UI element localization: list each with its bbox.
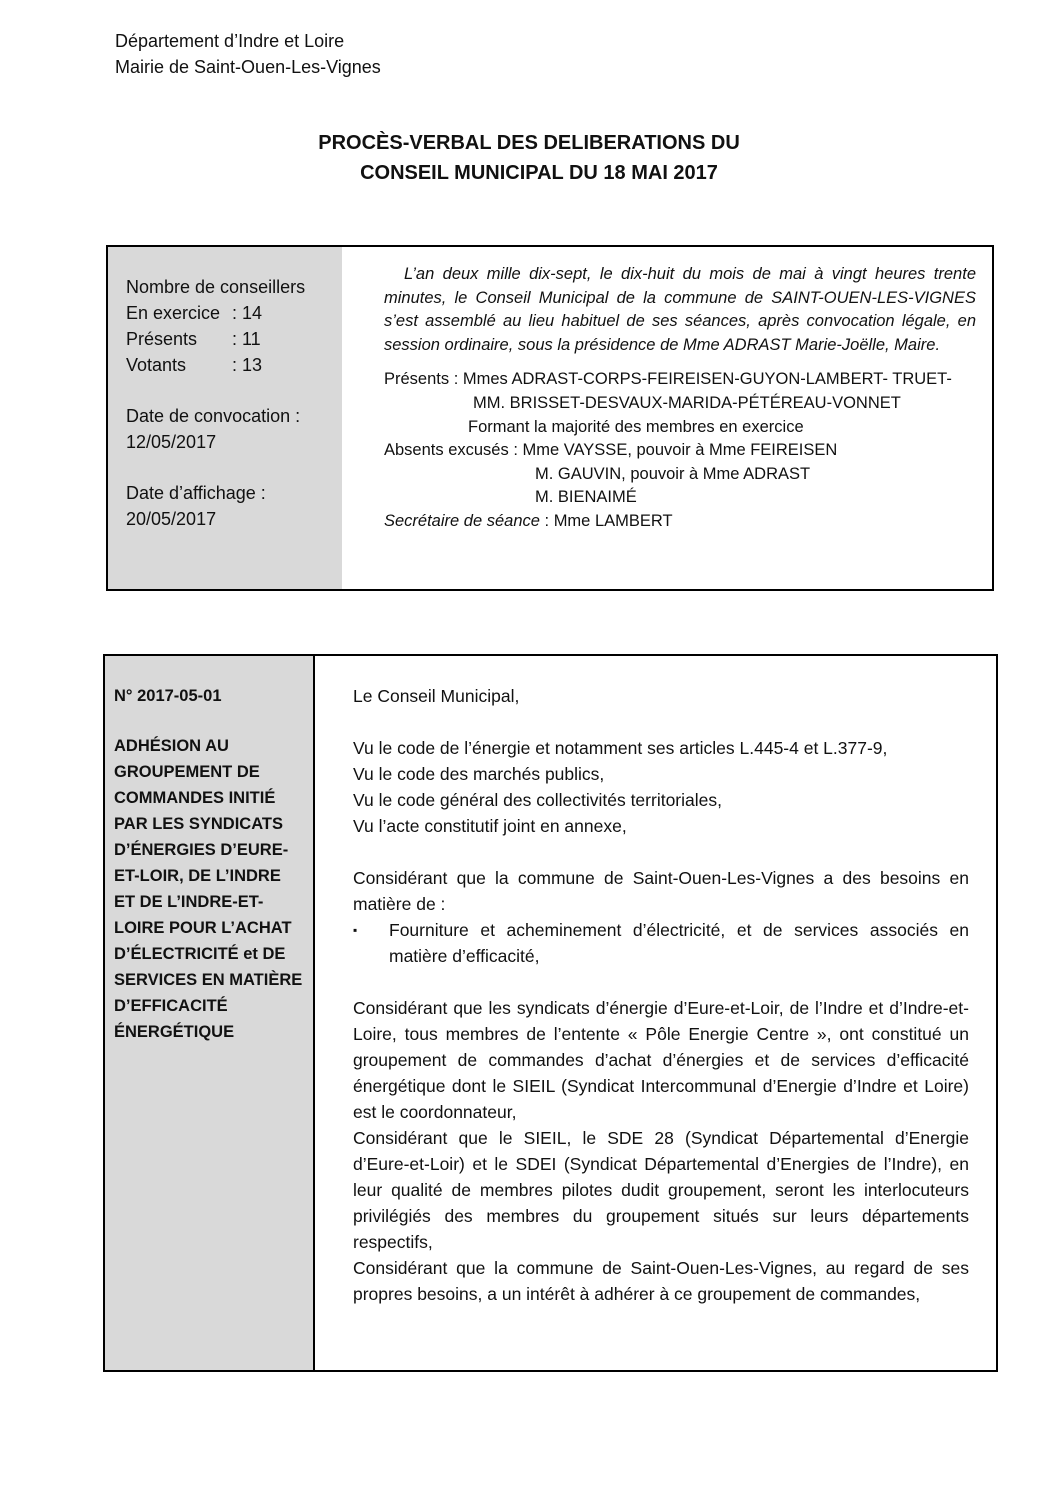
vu-item: Vu le code de l’énergie et notamment ses articles L.445-4 et L.377-9, [353,738,888,758]
document-header [115,28,381,80]
deliberation-subject: ADHÉSION AU GROUPEMENT DE COMMANDES INITIÉ PAR LES SYNDICATS D’ÉNERGIES D’EURE-ET-LOIR, DE L’INDRE ET DE L’INDRE-ET-LOIRE POUR L’ACHAT D’ÉLECTRICITÉ et DE SERVICES EN MATIÈRE D’EFFICACITÉ ÉNERGÉTIQUE [114,737,303,1041]
count-label: Votants [126,355,187,375]
department-name: Département d’Indre et Loire [115,31,345,51]
session-details [384,263,976,534]
count-value: : 14 [232,303,263,323]
document-title [0,128,1058,188]
mairie-name: Mairie de Saint-Ouen-Les-Vignes [115,57,381,77]
secretaire-line [384,510,976,534]
title-line-2: CONSEIL MUNICIPAL DU 18 MAI 2017 [360,162,718,184]
vu-item: Vu l’acte constitutif joint en annexe, [353,816,627,836]
bullet-text: Fourniture et acheminement d’électricité, et de services associés en matière d’efficacité, [389,920,969,966]
presents-line-1: Présents : Mmes ADRAST-CORPS-FEIREISEN-GUYON-LAMBERT- TRUET- [384,370,952,389]
session-summary-box [106,245,994,591]
convocation-date: 12/05/2017 [126,432,217,452]
absents-line-1: Absents excusés : Mme VAYSSE, pouvoir à Mme FEIREISEN [384,441,838,460]
session-intro: L’an deux mille dix-sept, le dix-huit du mois de mai à vingt heures trente minutes, le Conseil Municipal de la commune de SAINT-OUEN-LES-VIGNES s’est assemblé au lieu habituel de ses séances, après convocation légale, en session ordinaire, sous la présidence de Mme ADRAST Marie-Joëlle, Maire. [384,265,976,354]
count-label: En exercice [126,303,221,323]
affichage-label: Date d’affichage : [126,483,266,503]
deliberation-box [103,654,998,1372]
vu-item: Vu le code général des collectivités territoriales, [353,790,722,810]
presents-line-2: MM. BRISSET-DESVAUX-MARIDA-PÉTÉREAU-VONNET [473,393,901,412]
considerant-paragraph: Considérant que la commune de Saint-Ouen-Les-Vignes a des besoins en matière de : [353,868,969,914]
count-label: Présents [126,329,198,349]
deliberation-text [353,683,969,1307]
title-line-1: PROCÈS-VERBAL DES DELIBERATIONS DU [318,132,740,154]
counts-heading: Nombre de conseillers [126,277,306,297]
deliberation-subject-panel [105,656,315,1370]
convocation-label: Date de convocation : [126,406,301,426]
presents-line-3: Formant la majorité des membres en exercice [468,417,804,436]
count-row-exercice [126,300,305,326]
count-row-votants [126,352,305,378]
count-value: : 11 [232,329,261,349]
square-bullet-icon: ▪ [353,923,358,937]
list-item [353,917,969,969]
absents-line-2: M. GAUVIN, pouvoir à Mme ADRAST [535,464,811,483]
affichage-date: 20/05/2017 [126,509,217,529]
considerant-paragraph: Considérant que les syndicats d’énergie d’Eure-et-Loir, de l’Indre et d’Indre-et-Loire, tous membres de l’entente « Pôle Energie Centre », ont constitué un groupement de commandes d’achat d’énergies et de services d’efficacité énergétique dont le SIEIL (Syndicat Intercommunal d’Energie d’Indre et Loire) est le coordonnateur, [353,998,969,1122]
count-value: : 13 [232,355,263,375]
considerant-paragraph: Considérant que le SIEIL, le SDE 28 (Syndicat Départemental d’Energie d’Eure-et-Loir) et le SDEI (Syndicat Départemental d’Energies de l’Indre), en leur qualité de membres pilotes dudit groupement, seront les interlocuteurs privilégiés des membres du groupement situés sur leurs départements respectifs, [353,1128,969,1252]
secretaire-value: : Mme LAMBERT [539,511,673,530]
vu-item: Vu le code des marchés publics, [353,764,605,784]
absents-line-3: M. BIENAIMÉ [535,488,637,507]
considerant-paragraph: Considérant que la commune de Saint-Ouen-Les-Vignes, au regard de ses propres besoins, a un intérêt à adhérer à ce groupement de commandes, [353,1258,969,1304]
deliberation-number: N° 2017-05-01 [114,687,222,705]
session-counts-panel [108,247,342,589]
deliberation-opening: Le Conseil Municipal, [353,686,520,706]
secretaire-label: Secrétaire de séance [384,511,540,530]
count-row-presents [126,326,305,352]
